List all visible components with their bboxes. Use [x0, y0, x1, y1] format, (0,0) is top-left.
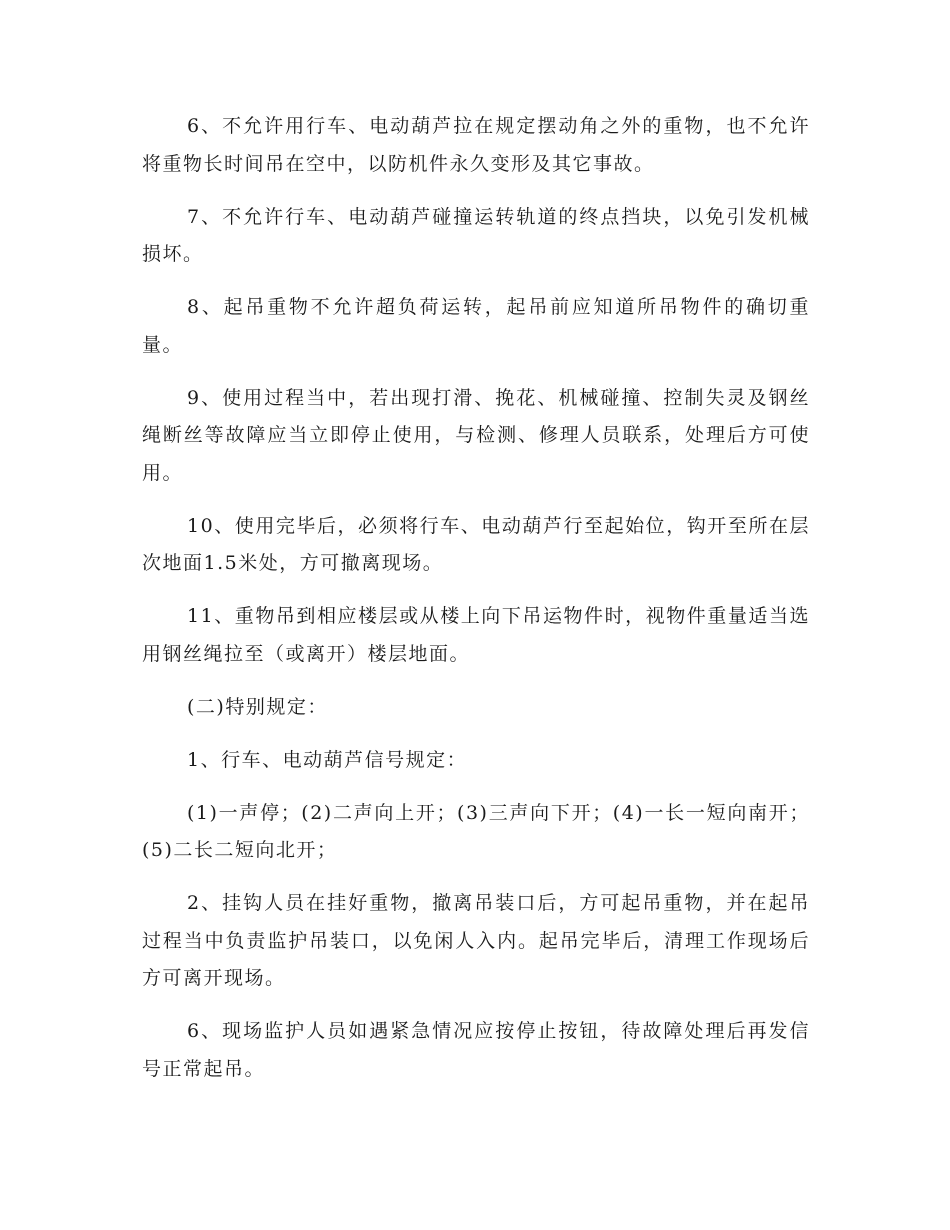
- paragraph-rule-7-end-stop: 7、不允许行车、电动葫芦碰撞运转轨道的终点挡块，以免引发机械损坏。: [142, 205, 810, 265]
- paragraph-special-2-hooking: 2、挂钩人员在挂好重物，撤离吊装口后，方可起吊重物，并在起吊过程当中负责监护吊装口，以免闲人入内。起吊完毕后，清理工作现场后方可离开现场。: [142, 892, 810, 989]
- document-body: [142, 108, 810, 1104]
- paragraph-rule-10-after-use: 10、使用完毕后，必须将行车、电动葫芦行至起始位，钩开至所在层次地面1.5米处，方可撤离现场。: [142, 514, 810, 574]
- paragraph-special-1-signals: 1、行车、电动葫芦信号规定：: [187, 748, 468, 771]
- paragraph-rule-9-faults: 9、使用过程当中，若出现打滑、挽花、机械碰撞、控制失灵及钢丝绳断丝等故障应当立即停止使用，与检测、修理人员联系，处理后方可使用。: [142, 386, 810, 484]
- paragraph-rule-11-wire-rope: 11、重物吊到相应楼层或从楼上向下吊运物件时，视物件重量适当选用钢丝绳拉至（或离开）楼层地面。: [142, 605, 810, 665]
- paragraph-special-6-emergency: 6、现场监护人员如遇紧急情况应按停止按钮，待故障处理后再发信号正常起吊。: [142, 1020, 810, 1080]
- paragraph-signal-list: (1)一声停；(2)二声向上开；(3)三声向下开；(4)一长一短向南开；(5)二长二短向北开；: [142, 801, 810, 861]
- paragraph-rule-6-weight-angle: 6、不允许用行车、电动葫芦拉在规定摆动角之外的重物，也不允许将重物长时间吊在空中，以防机件永久变形及其它事故。: [142, 115, 810, 175]
- section-heading-special-rules: (二)特别规定：: [187, 695, 328, 718]
- paragraph-rule-8-overload: 8、起吊重物不允许超负荷运转，起吊前应知道所吊物件的确切重量。: [142, 296, 810, 356]
